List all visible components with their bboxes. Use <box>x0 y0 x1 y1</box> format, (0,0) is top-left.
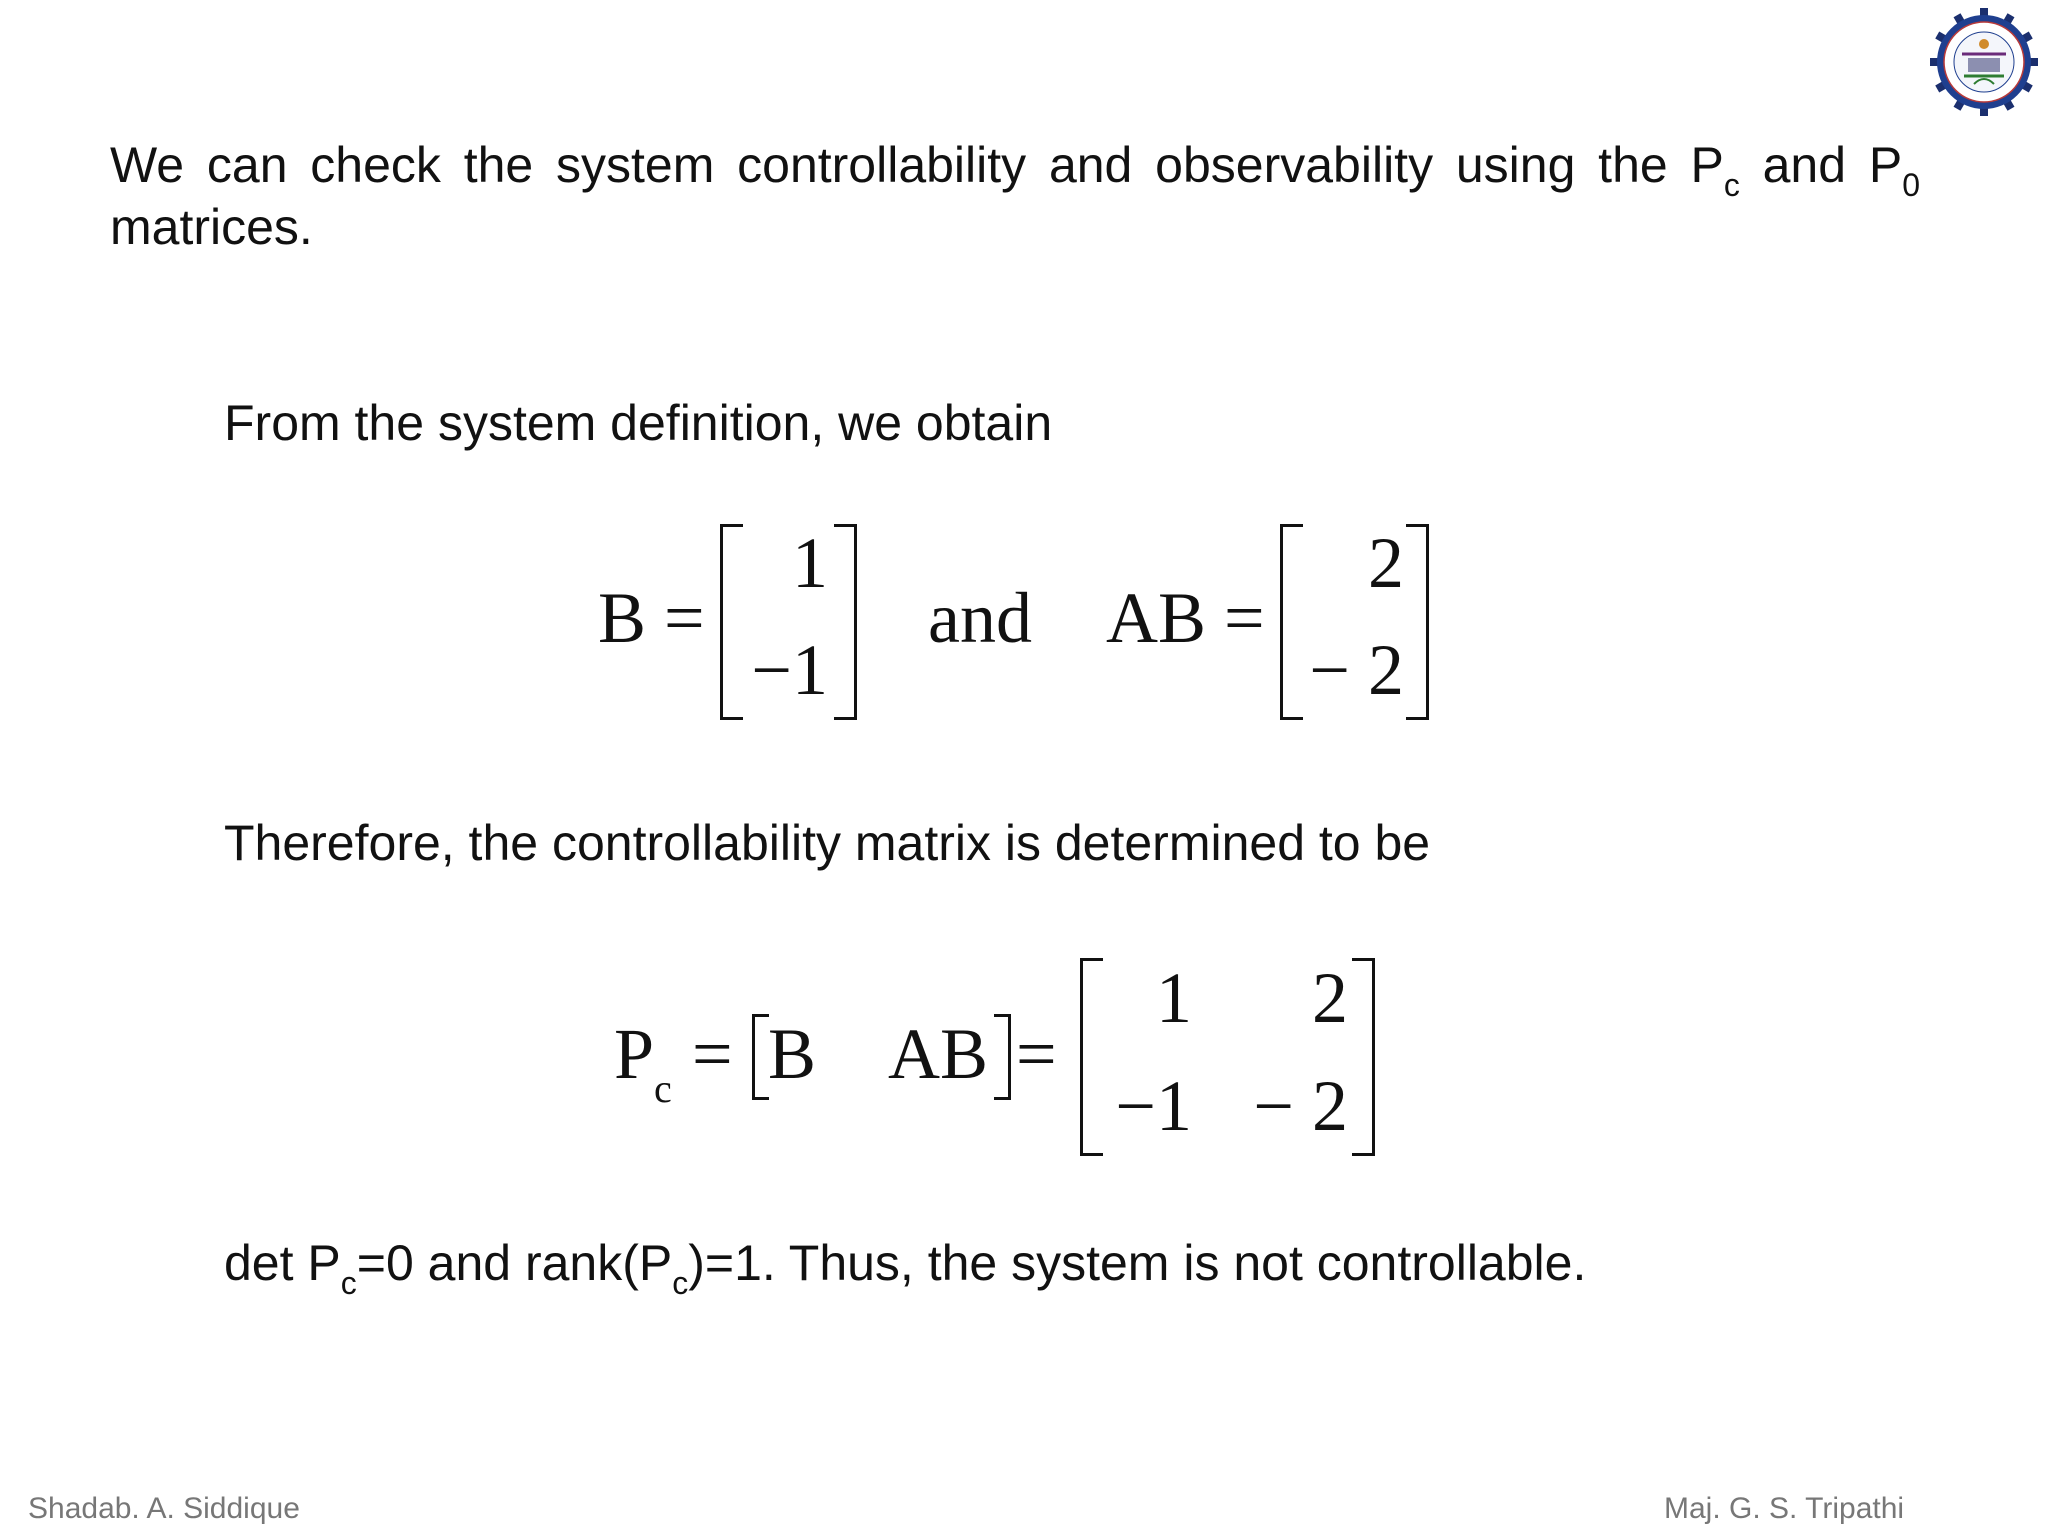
b-label: B = <box>598 578 705 658</box>
ab-matrix-right-bracket <box>1406 524 1429 720</box>
pc-equals-1: = <box>692 1014 733 1094</box>
footer-author-left: Shadab. A. Siddique <box>28 1492 300 1525</box>
pc-label <box>614 1014 672 1111</box>
rank-text: =0 and rank(P <box>356 1235 673 1291</box>
b-matrix-right-bracket <box>834 524 857 720</box>
ab-matrix-cell-1: − 2 <box>1309 630 1404 710</box>
intro-text-3: matrices. <box>110 199 313 255</box>
pc-matrix-cell-0-0: 1 <box>1156 958 1192 1038</box>
block-ab: AB <box>888 1014 989 1094</box>
pc-matrix-cell-1-0: −1 <box>1115 1066 1192 1146</box>
para-system-definition: From the system definition, we obtain <box>224 395 1053 451</box>
det-text: det P <box>224 1235 341 1291</box>
p0-subscript: 0 <box>1902 167 1920 203</box>
b-matrix-cell-0: 1 <box>792 523 828 603</box>
b-matrix-left-bracket <box>720 524 743 720</box>
rank-subscript: c <box>672 1265 689 1301</box>
pc-matrix-left-bracket <box>1080 958 1103 1156</box>
ab-matrix-left-bracket <box>1280 524 1303 720</box>
intro-text-1: We can check the system controllability and observability using the P <box>110 137 1724 193</box>
pc-label-sub: c <box>654 1066 672 1111</box>
university-seal-icon <box>1868 6 2040 116</box>
para-conclusion <box>224 1232 1587 1301</box>
pc-matrix-cell-0-1: 2 <box>1312 958 1348 1038</box>
pc-label-p: P <box>614 1014 655 1094</box>
para-controllability-matrix: Therefore, the controllability matrix is determined to be <box>224 815 1431 871</box>
block-left-bracket <box>752 1014 769 1100</box>
pc-subscript: c <box>1723 167 1740 203</box>
and-word: and <box>928 578 1032 658</box>
pc-matrix-cell-1-1: − 2 <box>1253 1066 1348 1146</box>
block-right-bracket <box>994 1014 1011 1100</box>
pc-matrix-right-bracket <box>1352 958 1375 1156</box>
intro-paragraph <box>110 134 1920 258</box>
intro-text-2: and P <box>1739 137 1903 193</box>
ab-label: AB = <box>1106 578 1265 658</box>
block-b: B <box>768 1014 817 1094</box>
det-subscript: c <box>340 1265 357 1301</box>
footer-author-right: Maj. G. S. Tripathi <box>1664 1492 1905 1525</box>
conclusion-text: )=1. Thus, the system is not controllable. <box>688 1235 1587 1291</box>
pc-equals-2: = <box>1016 1014 1057 1094</box>
b-matrix-cell-1: −1 <box>751 630 828 710</box>
ab-matrix-cell-0: 2 <box>1368 523 1404 603</box>
